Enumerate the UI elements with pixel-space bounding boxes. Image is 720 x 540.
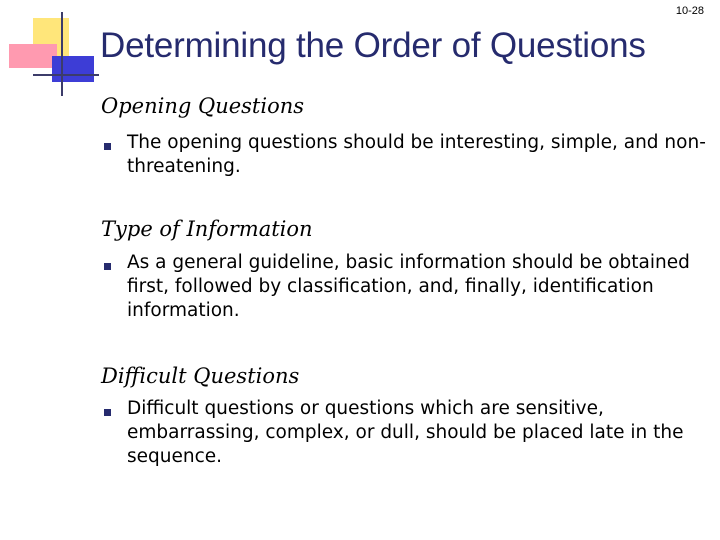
section-heading-opening: Opening Questions xyxy=(101,94,305,118)
slide-title: Determining the Order of Questions xyxy=(100,26,646,65)
bullet-marker-icon xyxy=(104,409,111,416)
logo-vertical-line xyxy=(61,12,63,96)
bullet-text-opening: The opening questions should be interesting, simple, and non-threatening. xyxy=(127,132,706,177)
bullet-marker-icon xyxy=(104,143,111,150)
bullet-text-difficult: Difficult questions or questions which are sensitive, embarrassing, complex, or dull, should be placed late in the sequence. xyxy=(127,398,684,467)
logo-blue-square xyxy=(52,56,94,82)
bullet-marker-icon xyxy=(104,263,111,270)
logo-pink-square xyxy=(9,44,57,68)
section-heading-difficult: Difficult Questions xyxy=(101,364,300,388)
section-heading-type: Type of Information xyxy=(101,217,313,241)
slide-logo-decoration xyxy=(0,0,100,100)
bullet-text-type: As a general guideline, basic information should be obtained first, followed by classification, and, finally, identification information. xyxy=(127,252,690,321)
slide-number: 10-28 xyxy=(675,5,704,17)
logo-horizontal-line xyxy=(33,74,99,76)
